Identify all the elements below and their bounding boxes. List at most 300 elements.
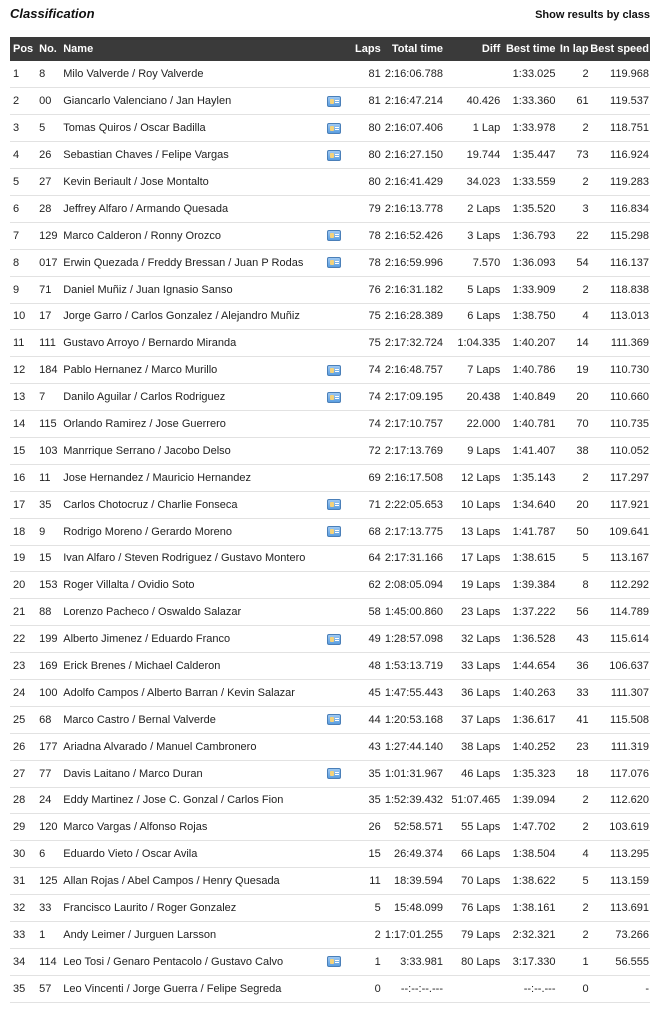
cell-pos: 19 bbox=[13, 552, 26, 565]
cell-best-speed: 109.641 bbox=[609, 525, 649, 538]
cell-best-time: 1:40.849 bbox=[512, 391, 556, 404]
cell-total-time: 15:48.099 bbox=[394, 902, 443, 915]
table-row[interactable] bbox=[10, 814, 650, 841]
cell-diff: 34.023 bbox=[466, 176, 501, 188]
cell-best-speed: 73.266 bbox=[615, 928, 649, 941]
cell-in-lap: 22 bbox=[576, 229, 589, 242]
cell-car-number: 120 bbox=[39, 821, 58, 834]
cell-diff: 33 Laps bbox=[461, 660, 501, 673]
cell-in-lap: 2 bbox=[582, 471, 589, 484]
cell-driver-names[interactable]: Jorge Garro / Carlos Gonzalez / Alejandro Muñiz bbox=[63, 310, 300, 323]
cell-total-time: 1:47:55.443 bbox=[384, 686, 443, 699]
cell-total-time: 2:17:31.166 bbox=[384, 552, 443, 565]
table-row[interactable] bbox=[10, 653, 650, 680]
cell-best-speed: 113.167 bbox=[610, 552, 649, 565]
table-row[interactable] bbox=[10, 545, 650, 572]
cell-pos: 20 bbox=[13, 579, 26, 592]
cell-best-time: 1:35.143 bbox=[512, 471, 556, 484]
cell-car-number: 1 bbox=[39, 928, 46, 941]
table-row[interactable] bbox=[10, 948, 650, 975]
cell-driver-names[interactable]: Pablo Hernanez / Marco Murillo bbox=[63, 364, 218, 377]
col-header-pos[interactable]: Pos bbox=[13, 43, 34, 55]
cell-driver-names[interactable]: Ariadna Alvarado / Manuel Cambronero bbox=[63, 740, 257, 753]
cell-driver-names[interactable]: Carlos Chotocruz / Charlie Fonseca bbox=[63, 498, 238, 511]
cell-icon bbox=[322, 518, 346, 545]
cell-laps: 74 bbox=[368, 418, 381, 431]
table-row[interactable] bbox=[10, 464, 650, 491]
cell-car-number: 71 bbox=[39, 283, 52, 296]
cell-in-lap: 43 bbox=[576, 633, 589, 646]
cell-diff: 22.000 bbox=[466, 418, 501, 431]
cell-icon bbox=[322, 222, 346, 249]
cell-laps: 74 bbox=[368, 391, 381, 404]
cell-car-number: 77 bbox=[39, 767, 52, 780]
cell-driver-names[interactable]: Eduardo Vieto / Oscar Avila bbox=[63, 848, 198, 861]
driver-card-icon[interactable] bbox=[327, 392, 341, 403]
table-row[interactable] bbox=[10, 437, 650, 464]
cell-driver-names[interactable]: Roger Villalta / Ovidio Soto bbox=[63, 579, 195, 592]
cell-in-lap: 61 bbox=[576, 95, 589, 108]
cell-best-speed: 110.730 bbox=[610, 364, 649, 377]
cell-car-number: 17 bbox=[39, 310, 52, 323]
table-row[interactable] bbox=[10, 518, 650, 545]
driver-card-icon[interactable] bbox=[327, 499, 341, 510]
cell-pos: 3 bbox=[13, 122, 20, 135]
cell-car-number: 15 bbox=[39, 552, 52, 565]
cell-in-lap: 2 bbox=[582, 821, 589, 834]
cell-in-lap: 56 bbox=[576, 606, 589, 619]
cell-best-time: 1:40.263 bbox=[512, 686, 556, 699]
cell-in-lap: 4 bbox=[582, 848, 589, 861]
cell-icon bbox=[322, 922, 346, 949]
driver-card-icon[interactable] bbox=[327, 768, 341, 779]
cell-best-time: 2:32.321 bbox=[512, 928, 556, 941]
table-row[interactable] bbox=[10, 249, 650, 276]
table-row[interactable] bbox=[10, 787, 650, 814]
cell-pos: 7 bbox=[13, 229, 20, 242]
cell-best-time: 1:36.793 bbox=[512, 229, 556, 242]
cell-icon bbox=[322, 653, 346, 680]
table-row[interactable] bbox=[10, 115, 650, 142]
cell-driver-names[interactable]: Giancarlo Valenciano / Jan Haylen bbox=[63, 95, 232, 108]
cell-pos: 33 bbox=[13, 928, 26, 941]
cell-driver-names[interactable]: Eddy Martinez / Jose C. Gonzal / Carlos Fion bbox=[63, 794, 284, 807]
col-header-best-speed[interactable]: Best speed bbox=[590, 43, 649, 55]
cell-total-time: 2:16:27.150 bbox=[384, 149, 443, 162]
table-row[interactable] bbox=[10, 303, 650, 330]
cell-best-time: 1:35.323 bbox=[512, 767, 556, 780]
cell-best-speed: 111.307 bbox=[610, 686, 649, 699]
cell-driver-names[interactable]: Jeffrey Alfaro / Armando Quesada bbox=[63, 202, 229, 215]
cell-total-time: 26:49.374 bbox=[394, 848, 443, 861]
cell-car-number: 35 bbox=[39, 498, 52, 511]
cell-in-lap: 2 bbox=[582, 794, 589, 807]
cell-total-time: 3:33.981 bbox=[400, 955, 443, 968]
cell-car-number: 68 bbox=[39, 713, 52, 726]
table-row[interactable] bbox=[10, 975, 650, 1002]
cell-diff: 19 Laps bbox=[461, 579, 501, 592]
cell-best-speed: 117.076 bbox=[610, 767, 649, 780]
cell-total-time: 2:16:31.182 bbox=[384, 283, 443, 296]
driver-card-icon[interactable] bbox=[327, 123, 341, 134]
table-row[interactable] bbox=[10, 626, 650, 653]
cell-pos: 9 bbox=[13, 283, 20, 296]
cell-diff: 1 Lap bbox=[472, 122, 501, 135]
cell-diff: 76 Laps bbox=[461, 902, 501, 915]
driver-card-icon[interactable] bbox=[327, 634, 341, 645]
cell-driver-names[interactable]: Tomas Quiros / Oscar Badilla bbox=[63, 122, 206, 135]
table-row[interactable] bbox=[10, 195, 650, 222]
driver-card-icon[interactable] bbox=[327, 956, 341, 967]
cell-laps: 72 bbox=[368, 444, 381, 457]
cell-icon bbox=[322, 249, 346, 276]
cell-best-speed: - bbox=[645, 982, 649, 995]
cell-pos: 21 bbox=[13, 606, 26, 619]
cell-driver-names[interactable]: Daniel Muñiz / Juan Ignasio Sanso bbox=[63, 283, 233, 296]
cell-best-speed: 106.637 bbox=[609, 660, 649, 673]
col-header-no[interactable]: No. bbox=[39, 43, 57, 55]
cell-pos: 35 bbox=[13, 982, 26, 995]
cell-pos: 2 bbox=[13, 95, 20, 108]
cell-total-time: 1:45:00.860 bbox=[384, 606, 443, 619]
cell-best-speed: 113.691 bbox=[610, 902, 649, 915]
cell-diff: 79 Laps bbox=[461, 928, 501, 941]
cell-total-time: 2:08:05.094 bbox=[384, 579, 443, 592]
cell-car-number: 33 bbox=[39, 902, 52, 915]
header-bar bbox=[10, 6, 650, 28]
cell-driver-names[interactable]: Leo Tosi / Genaro Pentacolo / Gustavo Calvo bbox=[63, 955, 284, 968]
cell-laps: 74 bbox=[368, 364, 381, 377]
cell-diff bbox=[443, 61, 500, 88]
col-header-best-time[interactable]: Best time bbox=[505, 43, 556, 55]
cell-driver-names[interactable]: Marco Vargas / Alfonso Rojas bbox=[63, 821, 208, 834]
cell-driver-names[interactable]: Leo Vincenti / Jorge Guerra / Felipe Segreda bbox=[63, 982, 282, 995]
cell-total-time: 2:16:52.426 bbox=[384, 229, 443, 242]
cell-diff: 80 Laps bbox=[461, 955, 501, 968]
cell-icon bbox=[322, 841, 346, 868]
cell-driver-names[interactable]: Ivan Alfaro / Steven Rodriguez / Gustavo Montero bbox=[63, 552, 306, 565]
table-row[interactable] bbox=[10, 922, 650, 949]
cell-car-number: 5 bbox=[39, 122, 46, 135]
cell-diff: 10 Laps bbox=[461, 498, 501, 511]
cell-car-number: 27 bbox=[39, 176, 52, 188]
cell-icon bbox=[322, 384, 346, 411]
cell-icon bbox=[322, 88, 346, 115]
cell-icon bbox=[322, 787, 346, 814]
cell-icon bbox=[322, 599, 346, 626]
cell-total-time: 2:17:13.769 bbox=[384, 444, 443, 457]
cell-total-time: 1:01:31.967 bbox=[384, 767, 443, 780]
cell-diff: 2 Laps bbox=[467, 202, 501, 215]
cell-laps: 75 bbox=[368, 310, 381, 323]
cell-laps: 44 bbox=[368, 713, 381, 726]
cell-in-lap: 4 bbox=[582, 310, 589, 323]
cell-driver-names[interactable]: Sebastian Chaves / Felipe Vargas bbox=[63, 149, 229, 162]
table-row[interactable] bbox=[10, 895, 650, 922]
cell-diff: 37 Laps bbox=[461, 713, 501, 726]
cell-pos: 5 bbox=[13, 176, 20, 188]
cell-diff: 51:07.465 bbox=[451, 794, 501, 807]
cell-icon bbox=[322, 491, 346, 518]
cell-icon bbox=[322, 948, 346, 975]
cell-total-time: 1:52:39.432 bbox=[384, 794, 443, 807]
col-header-in-lap[interactable]: In lap bbox=[559, 43, 589, 55]
driver-card-icon[interactable] bbox=[327, 365, 341, 376]
col-header-total-time[interactable]: Total time bbox=[391, 43, 443, 55]
cell-best-speed: 118.751 bbox=[610, 122, 649, 135]
cell-icon bbox=[322, 868, 346, 895]
show-results-by-class-link[interactable]: Show results by class bbox=[535, 9, 650, 21]
driver-card-icon[interactable] bbox=[327, 150, 341, 161]
cell-icon bbox=[322, 115, 346, 142]
cell-laps: 43 bbox=[368, 740, 381, 753]
cell-driver-names[interactable]: Lorenzo Pacheco / Oswaldo Salazar bbox=[63, 606, 242, 619]
cell-driver-names[interactable]: Andy Leimer / Jurguen Larsson bbox=[63, 928, 217, 941]
cell-driver-names[interactable]: Kevin Beriault / Jose Montalto bbox=[63, 176, 209, 188]
cell-pos: 24 bbox=[13, 686, 26, 699]
table-row[interactable] bbox=[10, 868, 650, 895]
cell-total-time: 2:16:06.788 bbox=[384, 68, 443, 81]
cell-total-time: 2:16:13.778 bbox=[384, 202, 443, 215]
cell-laps: 81 bbox=[368, 68, 381, 81]
cell-car-number: 11 bbox=[39, 471, 51, 484]
cell-best-time: 1:38.615 bbox=[512, 552, 556, 565]
cell-pos: 31 bbox=[13, 875, 26, 888]
cell-best-speed: 111.319 bbox=[610, 740, 649, 753]
cell-best-speed: 111.369 bbox=[610, 337, 649, 350]
table-row[interactable] bbox=[10, 142, 650, 169]
table-row[interactable] bbox=[10, 733, 650, 760]
cell-pos: 14 bbox=[13, 418, 26, 431]
cell-best-speed: 103.619 bbox=[609, 821, 649, 834]
table-row[interactable] bbox=[10, 679, 650, 706]
table-row[interactable] bbox=[10, 169, 650, 196]
cell-diff: 9 Laps bbox=[467, 444, 501, 457]
cell-best-time: 1:36.093 bbox=[512, 256, 556, 269]
table-row[interactable] bbox=[10, 330, 650, 357]
cell-laps: 5 bbox=[374, 902, 381, 915]
cell-best-speed: 113.159 bbox=[610, 875, 649, 888]
cell-best-speed: 119.283 bbox=[610, 176, 649, 188]
cell-best-time: 3:17.330 bbox=[512, 955, 556, 968]
cell-best-speed: 115.614 bbox=[610, 633, 649, 646]
cell-driver-names[interactable]: Manrrique Serrano / Jacobo Delso bbox=[63, 444, 231, 457]
cell-best-speed: 115.298 bbox=[610, 229, 649, 242]
cell-diff: 12 Laps bbox=[461, 471, 501, 484]
cell-best-time: 1:40.252 bbox=[512, 740, 556, 753]
cell-pos: 6 bbox=[13, 202, 20, 215]
cell-best-speed: 118.838 bbox=[610, 283, 649, 296]
cell-total-time: 2:17:32.724 bbox=[384, 337, 443, 350]
results-table-body bbox=[10, 61, 650, 1002]
cell-pos: 12 bbox=[13, 364, 26, 377]
cell-driver-names[interactable]: Adolfo Campos / Alberto Barran / Kevin Salazar bbox=[63, 686, 295, 699]
table-row[interactable] bbox=[10, 491, 650, 518]
cell-driver-names[interactable]: Allan Rojas / Abel Campos / Henry Quesada bbox=[63, 875, 280, 888]
cell-best-speed: 113.295 bbox=[610, 848, 649, 861]
cell-pos: 25 bbox=[13, 713, 26, 726]
cell-best-time: 1:33.025 bbox=[512, 68, 556, 81]
cell-diff: 3 Laps bbox=[467, 229, 501, 242]
cell-driver-names[interactable]: Marco Castro / Bernal Valverde bbox=[63, 713, 216, 726]
cell-laps: 71 bbox=[368, 498, 381, 511]
driver-card-icon[interactable] bbox=[327, 230, 341, 241]
table-row[interactable] bbox=[10, 88, 650, 115]
cell-driver-names[interactable]: Jose Hernandez / Mauricio Hernandez bbox=[63, 471, 251, 484]
cell-diff: 66 Laps bbox=[461, 848, 501, 861]
cell-in-lap: 23 bbox=[576, 740, 589, 753]
cell-driver-names[interactable]: Alberto Jimenez / Eduardo Franco bbox=[63, 633, 231, 646]
cell-laps: 78 bbox=[368, 229, 381, 242]
cell-driver-names[interactable]: Francisco Laurito / Roger Gonzalez bbox=[63, 902, 237, 915]
cell-best-speed: 117.921 bbox=[610, 498, 649, 511]
cell-best-speed: 112.292 bbox=[610, 579, 649, 592]
cell-car-number: 100 bbox=[39, 686, 58, 699]
cell-pos: 10 bbox=[13, 310, 26, 323]
cell-best-time: 1:37.222 bbox=[512, 606, 556, 619]
cell-total-time: 2:16:48.757 bbox=[384, 364, 443, 377]
cell-best-time: 1:47.702 bbox=[512, 821, 556, 834]
table-row[interactable] bbox=[10, 841, 650, 868]
cell-pos: 15 bbox=[13, 444, 26, 457]
cell-pos: 28 bbox=[13, 794, 26, 807]
table-row[interactable] bbox=[10, 760, 650, 787]
cell-best-time: 1:41.787 bbox=[512, 525, 556, 538]
driver-card-icon[interactable] bbox=[327, 526, 341, 537]
cell-best-speed: 110.735 bbox=[610, 418, 649, 431]
cell-best-speed: 117.297 bbox=[610, 471, 649, 484]
cell-diff: 40.426 bbox=[466, 95, 501, 108]
cell-icon bbox=[322, 895, 346, 922]
cell-icon bbox=[322, 975, 346, 1002]
cell-car-number: 114 bbox=[39, 955, 57, 968]
cell-best-time: 1:35.447 bbox=[512, 149, 556, 162]
col-header-laps[interactable]: Laps bbox=[355, 43, 381, 55]
cell-in-lap: 2 bbox=[582, 283, 589, 296]
cell-best-speed: 119.968 bbox=[610, 68, 649, 81]
cell-best-speed: 119.537 bbox=[610, 95, 649, 108]
cell-car-number: 88 bbox=[39, 606, 52, 619]
cell-best-speed: 116.834 bbox=[610, 202, 649, 215]
table-row[interactable] bbox=[10, 599, 650, 626]
col-header-diff[interactable]: Diff bbox=[481, 43, 501, 55]
results-table bbox=[10, 37, 650, 1003]
cell-icon bbox=[322, 572, 346, 599]
driver-card-icon[interactable] bbox=[327, 257, 341, 268]
cell-driver-names[interactable]: Erick Brenes / Michael Calderon bbox=[63, 660, 221, 673]
cell-diff: 46 Laps bbox=[461, 767, 501, 780]
cell-in-lap: 33 bbox=[576, 686, 589, 699]
cell-driver-names[interactable]: Milo Valverde / Roy Valverde bbox=[63, 68, 204, 81]
table-row[interactable] bbox=[10, 357, 650, 384]
cell-in-lap: 14 bbox=[576, 337, 589, 350]
cell-car-number: 129 bbox=[39, 229, 58, 242]
cell-in-lap: 20 bbox=[576, 498, 589, 511]
cell-pos: 1 bbox=[13, 68, 20, 81]
cell-pos: 27 bbox=[13, 767, 26, 780]
cell-diff: 7.570 bbox=[472, 256, 501, 269]
table-row[interactable] bbox=[10, 222, 650, 249]
cell-car-number: 199 bbox=[39, 633, 58, 646]
cell-laps: 80 bbox=[368, 149, 381, 162]
cell-icon bbox=[322, 169, 346, 196]
driver-card-icon[interactable] bbox=[327, 714, 341, 725]
cell-car-number: 017 bbox=[39, 256, 58, 269]
cell-best-speed: 114.789 bbox=[610, 606, 649, 619]
results-table-header bbox=[10, 37, 650, 61]
cell-total-time: 2:16:59.996 bbox=[384, 256, 443, 269]
cell-icon bbox=[322, 357, 346, 384]
cell-best-speed: 110.660 bbox=[610, 391, 649, 404]
cell-driver-names[interactable]: Marco Calderon / Ronny Orozco bbox=[63, 229, 221, 242]
cell-car-number: 9 bbox=[39, 525, 46, 538]
cell-in-lap: 2 bbox=[582, 176, 589, 188]
cell-best-time: 1:35.520 bbox=[512, 202, 556, 215]
table-row[interactable] bbox=[10, 572, 650, 599]
col-header-name[interactable]: Name bbox=[63, 43, 94, 55]
table-row[interactable] bbox=[10, 276, 650, 303]
cell-laps: 78 bbox=[368, 256, 381, 269]
cell-laps: 11 bbox=[369, 875, 381, 888]
cell-in-lap: 70 bbox=[576, 418, 589, 431]
cell-driver-names[interactable]: Gustavo Arroyo / Bernardo Miranda bbox=[63, 337, 237, 350]
table-row[interactable] bbox=[10, 384, 650, 411]
cell-best-time: 1:39.384 bbox=[512, 579, 556, 592]
cell-laps: 81 bbox=[368, 95, 381, 108]
cell-pos: 29 bbox=[13, 821, 26, 834]
cell-laps: 64 bbox=[368, 552, 381, 565]
cell-in-lap: 0 bbox=[582, 982, 589, 995]
cell-in-lap: 41 bbox=[576, 713, 589, 726]
cell-driver-names[interactable]: Erwin Quezada / Freddy Bressan / Juan P Rodas bbox=[63, 256, 304, 269]
cell-pos: 22 bbox=[13, 633, 26, 646]
cell-total-time: 2:17:13.775 bbox=[384, 525, 443, 538]
cell-driver-names[interactable]: Rodrigo Moreno / Gerardo Moreno bbox=[63, 525, 232, 538]
cell-best-time: 1:38.161 bbox=[512, 902, 556, 915]
cell-pos: 34 bbox=[13, 955, 26, 968]
cell-driver-names[interactable]: Orlando Ramirez / Jose Guerrero bbox=[63, 418, 226, 431]
cell-icon bbox=[322, 303, 346, 330]
cell-total-time: 2:16:41.429 bbox=[384, 176, 443, 188]
cell-in-lap: 54 bbox=[576, 256, 589, 269]
cell-best-time: 1:38.622 bbox=[512, 875, 556, 888]
cell-driver-names[interactable]: Danilo Aguilar / Carlos Rodriguez bbox=[63, 391, 226, 404]
cell-pos: 26 bbox=[13, 740, 26, 753]
cell-pos: 30 bbox=[13, 848, 26, 861]
table-row[interactable] bbox=[10, 411, 650, 438]
cell-laps: 1 bbox=[374, 955, 381, 968]
cell-best-time: --:--.--- bbox=[523, 982, 556, 995]
cell-best-speed: 110.052 bbox=[610, 444, 649, 457]
cell-diff: 6 Laps bbox=[467, 310, 501, 323]
page-title: Classification bbox=[10, 6, 95, 21]
cell-driver-names[interactable]: Davis Laitano / Marco Duran bbox=[63, 767, 203, 780]
cell-icon bbox=[322, 733, 346, 760]
cell-diff: 7 Laps bbox=[467, 364, 501, 377]
cell-diff: 55 Laps bbox=[461, 821, 501, 834]
cell-in-lap: 2 bbox=[582, 122, 589, 135]
cell-car-number: 57 bbox=[39, 982, 52, 995]
cell-total-time: 1:27:44.140 bbox=[384, 740, 443, 753]
cell-total-time: 52:58.571 bbox=[394, 821, 443, 834]
cell-best-time: 1:41.407 bbox=[512, 444, 556, 457]
driver-card-icon[interactable] bbox=[327, 96, 341, 107]
cell-best-time: 1:33.360 bbox=[512, 95, 556, 108]
cell-in-lap: 73 bbox=[576, 149, 589, 162]
table-row[interactable] bbox=[10, 61, 650, 88]
cell-laps: 45 bbox=[368, 686, 381, 699]
table-row[interactable] bbox=[10, 706, 650, 733]
